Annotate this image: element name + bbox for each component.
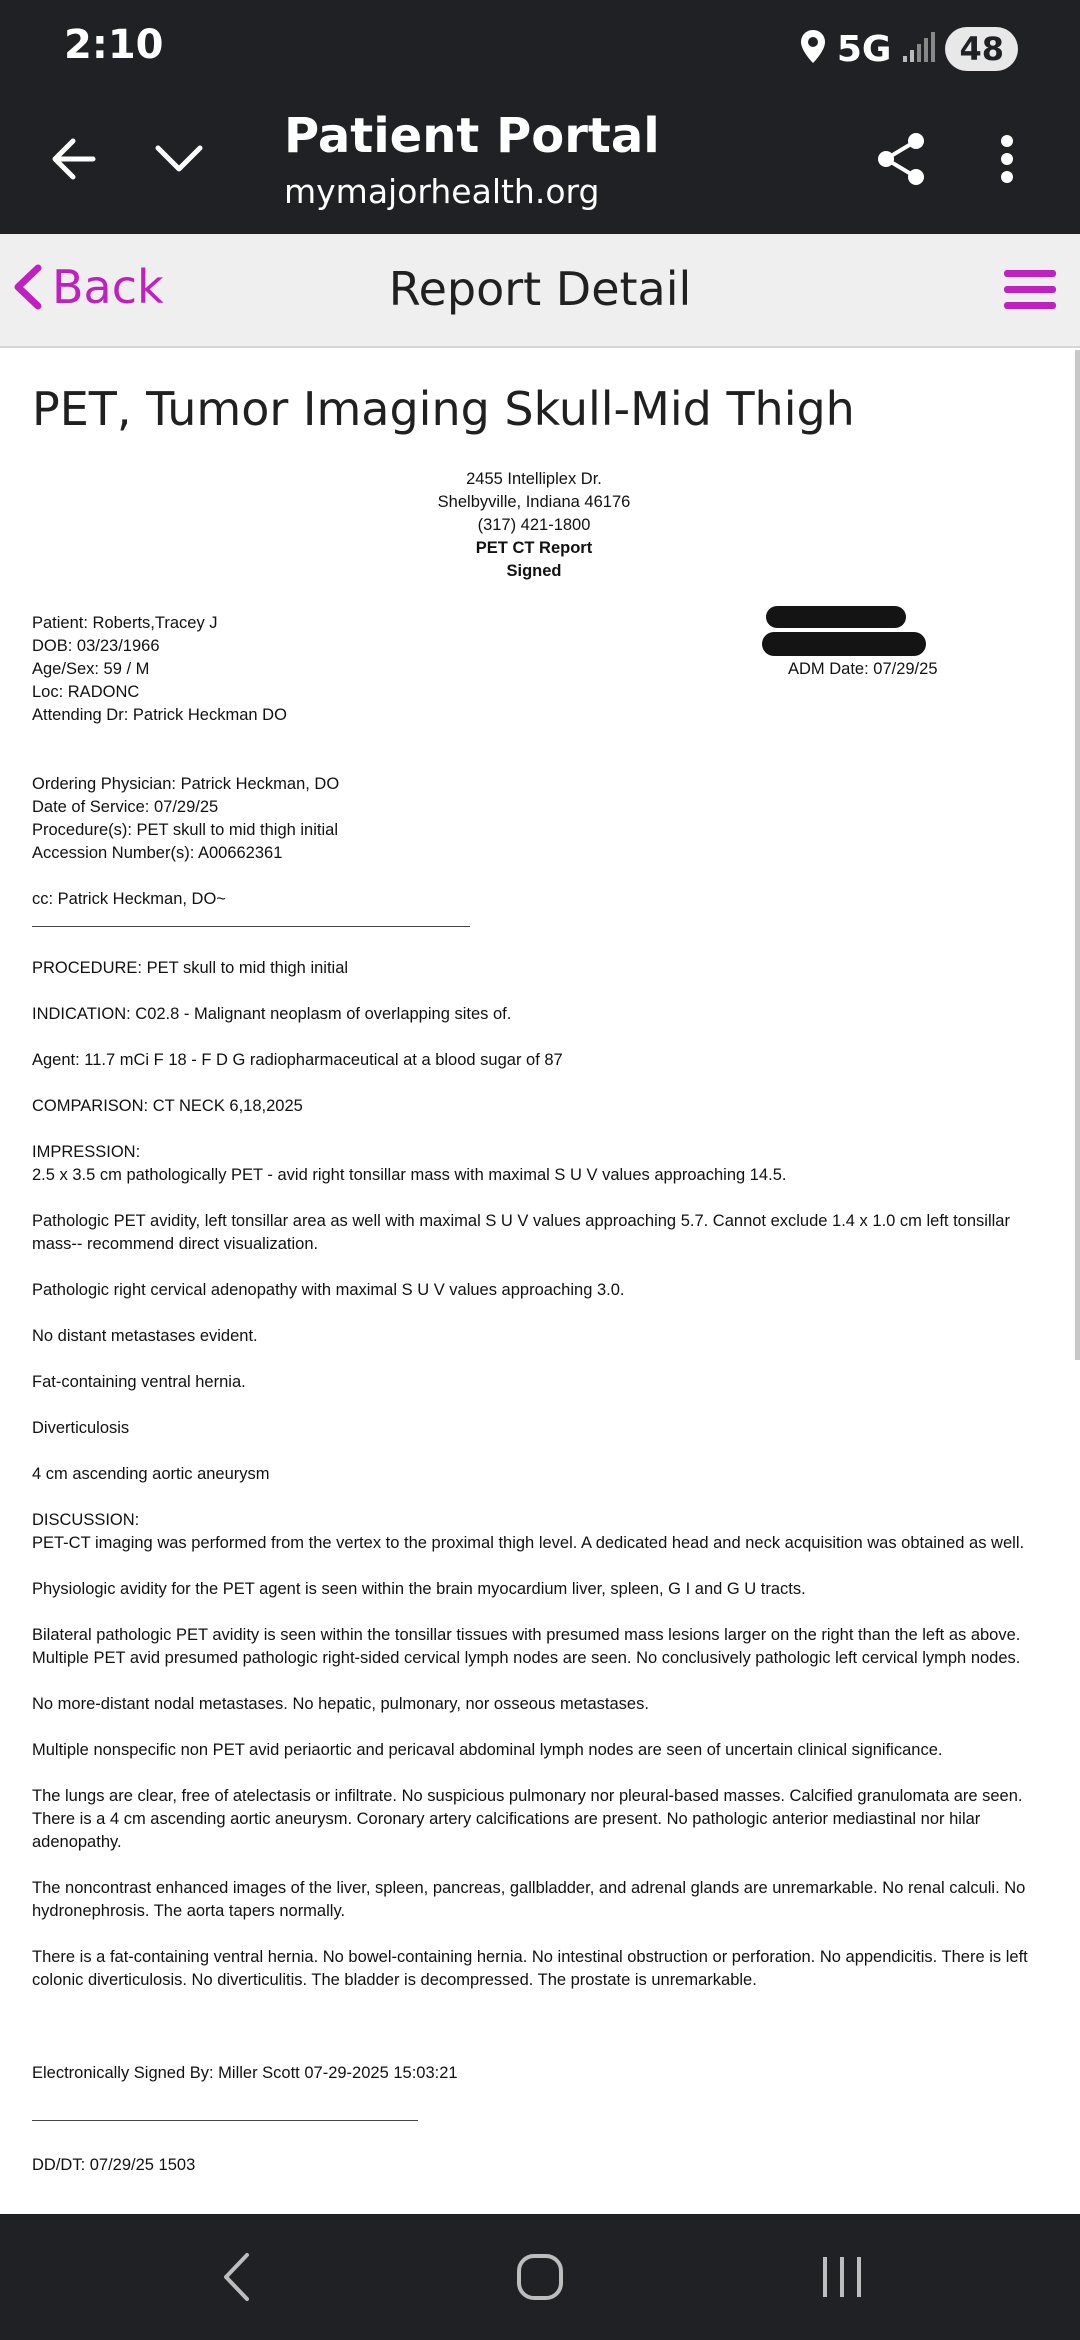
impression-item: Fat-containing ventral hernia. bbox=[32, 1373, 246, 1391]
redaction-mark bbox=[766, 606, 906, 628]
discussion-paragraph: There is a fat-containing ventral hernia. No bowel-containing hernia. No intestinal obstruction or perforation. No appendicitis. There is left colonic diverticulosis. No diverticulitis. The bladder is decompressed. The prostate is unremarkable. bbox=[32, 1948, 1028, 1989]
patient-location: Loc: RADONC bbox=[32, 683, 140, 701]
report-status: Signed bbox=[506, 562, 562, 580]
nav-home-icon[interactable] bbox=[500, 2244, 580, 2310]
hamburger-menu-icon[interactable] bbox=[1004, 268, 1056, 312]
report-content[interactable] bbox=[0, 348, 1080, 2214]
status-time: 2:10 bbox=[64, 22, 164, 68]
back-button-label: Back bbox=[52, 260, 164, 314]
divider bbox=[32, 2120, 418, 2121]
report-type: PET CT Report bbox=[475, 539, 593, 557]
impression-item: No distant metastases evident. bbox=[32, 1327, 258, 1345]
browser-page-title: Patient Portal bbox=[284, 108, 660, 164]
facility-address-2: Shelbyville, Indiana 46176 bbox=[437, 493, 631, 511]
report-title: PET, Tumor Imaging Skull-Mid Thigh bbox=[32, 382, 855, 436]
discussion-paragraph: The noncontrast enhanced images of the liver, spleen, pancreas, gallbladder, and adrenal glands are unremarkable. No renal calculi. No hydronephrosis. The aorta tapers normally. bbox=[32, 1879, 1026, 1920]
signal-icon bbox=[901, 30, 935, 69]
divider bbox=[32, 926, 470, 927]
date-of-service: Date of Service: 07/29/25 bbox=[32, 798, 219, 816]
agent-line: Agent: 11.7 mCi F 18 - F D G radiopharmaceutical at a blood sugar of 87 bbox=[32, 1051, 563, 1069]
page-title: Report Detail bbox=[388, 262, 692, 316]
discussion-paragraph: PET-CT imaging was performed from the vertex to the proximal thigh level. A dedicated head and neck acquisition was obtained as well. bbox=[32, 1534, 1025, 1552]
impression-item: 2.5 x 3.5 cm pathologically PET - avid right tonsillar mass with maximal S U V values approaching 14.5. bbox=[32, 1166, 787, 1184]
location-icon bbox=[799, 29, 827, 70]
attending-doctor: Attending Dr: Patrick Heckman DO bbox=[32, 706, 287, 724]
comparison-line: COMPARISON: CT NECK 6,18,2025 bbox=[32, 1097, 303, 1115]
facility-address-1: 2455 Intelliplex Dr. bbox=[466, 470, 602, 488]
facility-phone: (317) 421-1800 bbox=[477, 516, 591, 534]
chevron-down-icon[interactable] bbox=[144, 124, 214, 194]
patient-age-sex: Age/Sex: 59 / M bbox=[32, 660, 150, 678]
impression-item: Diverticulosis bbox=[32, 1419, 130, 1437]
cc-line: cc: Patrick Heckman, DO~ bbox=[32, 890, 226, 908]
discussion-heading: DISCUSSION: bbox=[32, 1511, 140, 1529]
accession-number: Accession Number(s): A00662361 bbox=[32, 844, 283, 862]
impression-item: 4 cm ascending aortic aneurysm bbox=[32, 1465, 270, 1483]
procedure-line: PROCEDURE: PET skull to mid thigh initial bbox=[32, 959, 349, 977]
impression-item: Pathologic right cervical adenopathy with maximal S U V values approaching 3.0. bbox=[32, 1281, 625, 1299]
battery-badge: 48 bbox=[945, 27, 1018, 71]
back-arrow-icon[interactable] bbox=[38, 124, 108, 194]
discussion-paragraph: Physiologic avidity for the PET agent is seen within the brain myocardium liver, spleen, G I and G U tracts. bbox=[32, 1580, 806, 1598]
procedures: Procedure(s): PET skull to mid thigh initial bbox=[32, 821, 338, 839]
network-label: 5G bbox=[836, 28, 892, 70]
discussion-paragraph: Bilateral pathologic PET avidity is seen within the tonsillar tissues with presumed mass lesions larger on the right than the left as above. Multiple PET avid presumed pathologic right-sided cervical lymph nodes are seen. No conclusively pathologic left cervical lymph nodes. bbox=[32, 1626, 1021, 1667]
patient-name: Patient: Roberts,Tracey J bbox=[32, 614, 218, 632]
app-header bbox=[0, 234, 1080, 348]
browser-url[interactable]: mymajorhealth.org bbox=[284, 172, 600, 211]
share-icon[interactable] bbox=[866, 124, 936, 194]
discussion-paragraph: Multiple nonspecific non PET avid periaortic and pericaval abdominal lymph nodes are seen of uncertain clinical significance. bbox=[32, 1741, 943, 1759]
system-nav-bar bbox=[0, 2214, 1080, 2340]
more-options-icon[interactable] bbox=[972, 124, 1042, 194]
impression-heading: IMPRESSION: bbox=[32, 1143, 141, 1161]
ordering-physician: Ordering Physician: Patrick Heckman, DO bbox=[32, 775, 340, 793]
patient-dob: DOB: 03/23/1966 bbox=[32, 637, 160, 655]
status-indicators bbox=[799, 26, 1018, 72]
nav-back-icon[interactable] bbox=[196, 2244, 276, 2310]
facility-header bbox=[0, 468, 1068, 583]
discussion-paragraph: The lungs are clear, free of atelectasis or infiltrate. No suspicious pulmonary nor pleural-based masses. Calcified granulomata are seen. There is a 4 cm ascending aortic aneurysm. Coronary artery calcifications are present. No pathologic anterior mediastinal nor hilar adenopathy. bbox=[32, 1787, 1023, 1851]
discussion-paragraph: No more-distant nodal metastases. No hepatic, pulmonary, nor osseous metastases. bbox=[32, 1695, 649, 1713]
nav-recents-icon[interactable] bbox=[802, 2244, 882, 2310]
browser-toolbar bbox=[0, 96, 1080, 234]
impression-item: Pathologic PET avidity, left tonsillar area as well with maximal S U V values approaching 5.7. Cannot exclude 1.4 x 1.0 cm left tonsillar mass-- recommend direct visualization. bbox=[32, 1212, 1010, 1253]
scrollbar[interactable] bbox=[1075, 350, 1080, 1360]
dd-dt-line: DD/DT: 07/29/25 1503 bbox=[32, 2156, 196, 2174]
indication-line: INDICATION: C02.8 - Malignant neoplasm of overlapping sites of. bbox=[32, 1005, 512, 1023]
status-bar bbox=[0, 0, 1080, 96]
admission-date: ADM Date: 07/29/25 bbox=[788, 660, 938, 678]
signature-line: Electronically Signed By: Miller Scott 07-29-2025 15:03:21 bbox=[32, 2064, 458, 2082]
redaction-mark bbox=[762, 632, 926, 656]
